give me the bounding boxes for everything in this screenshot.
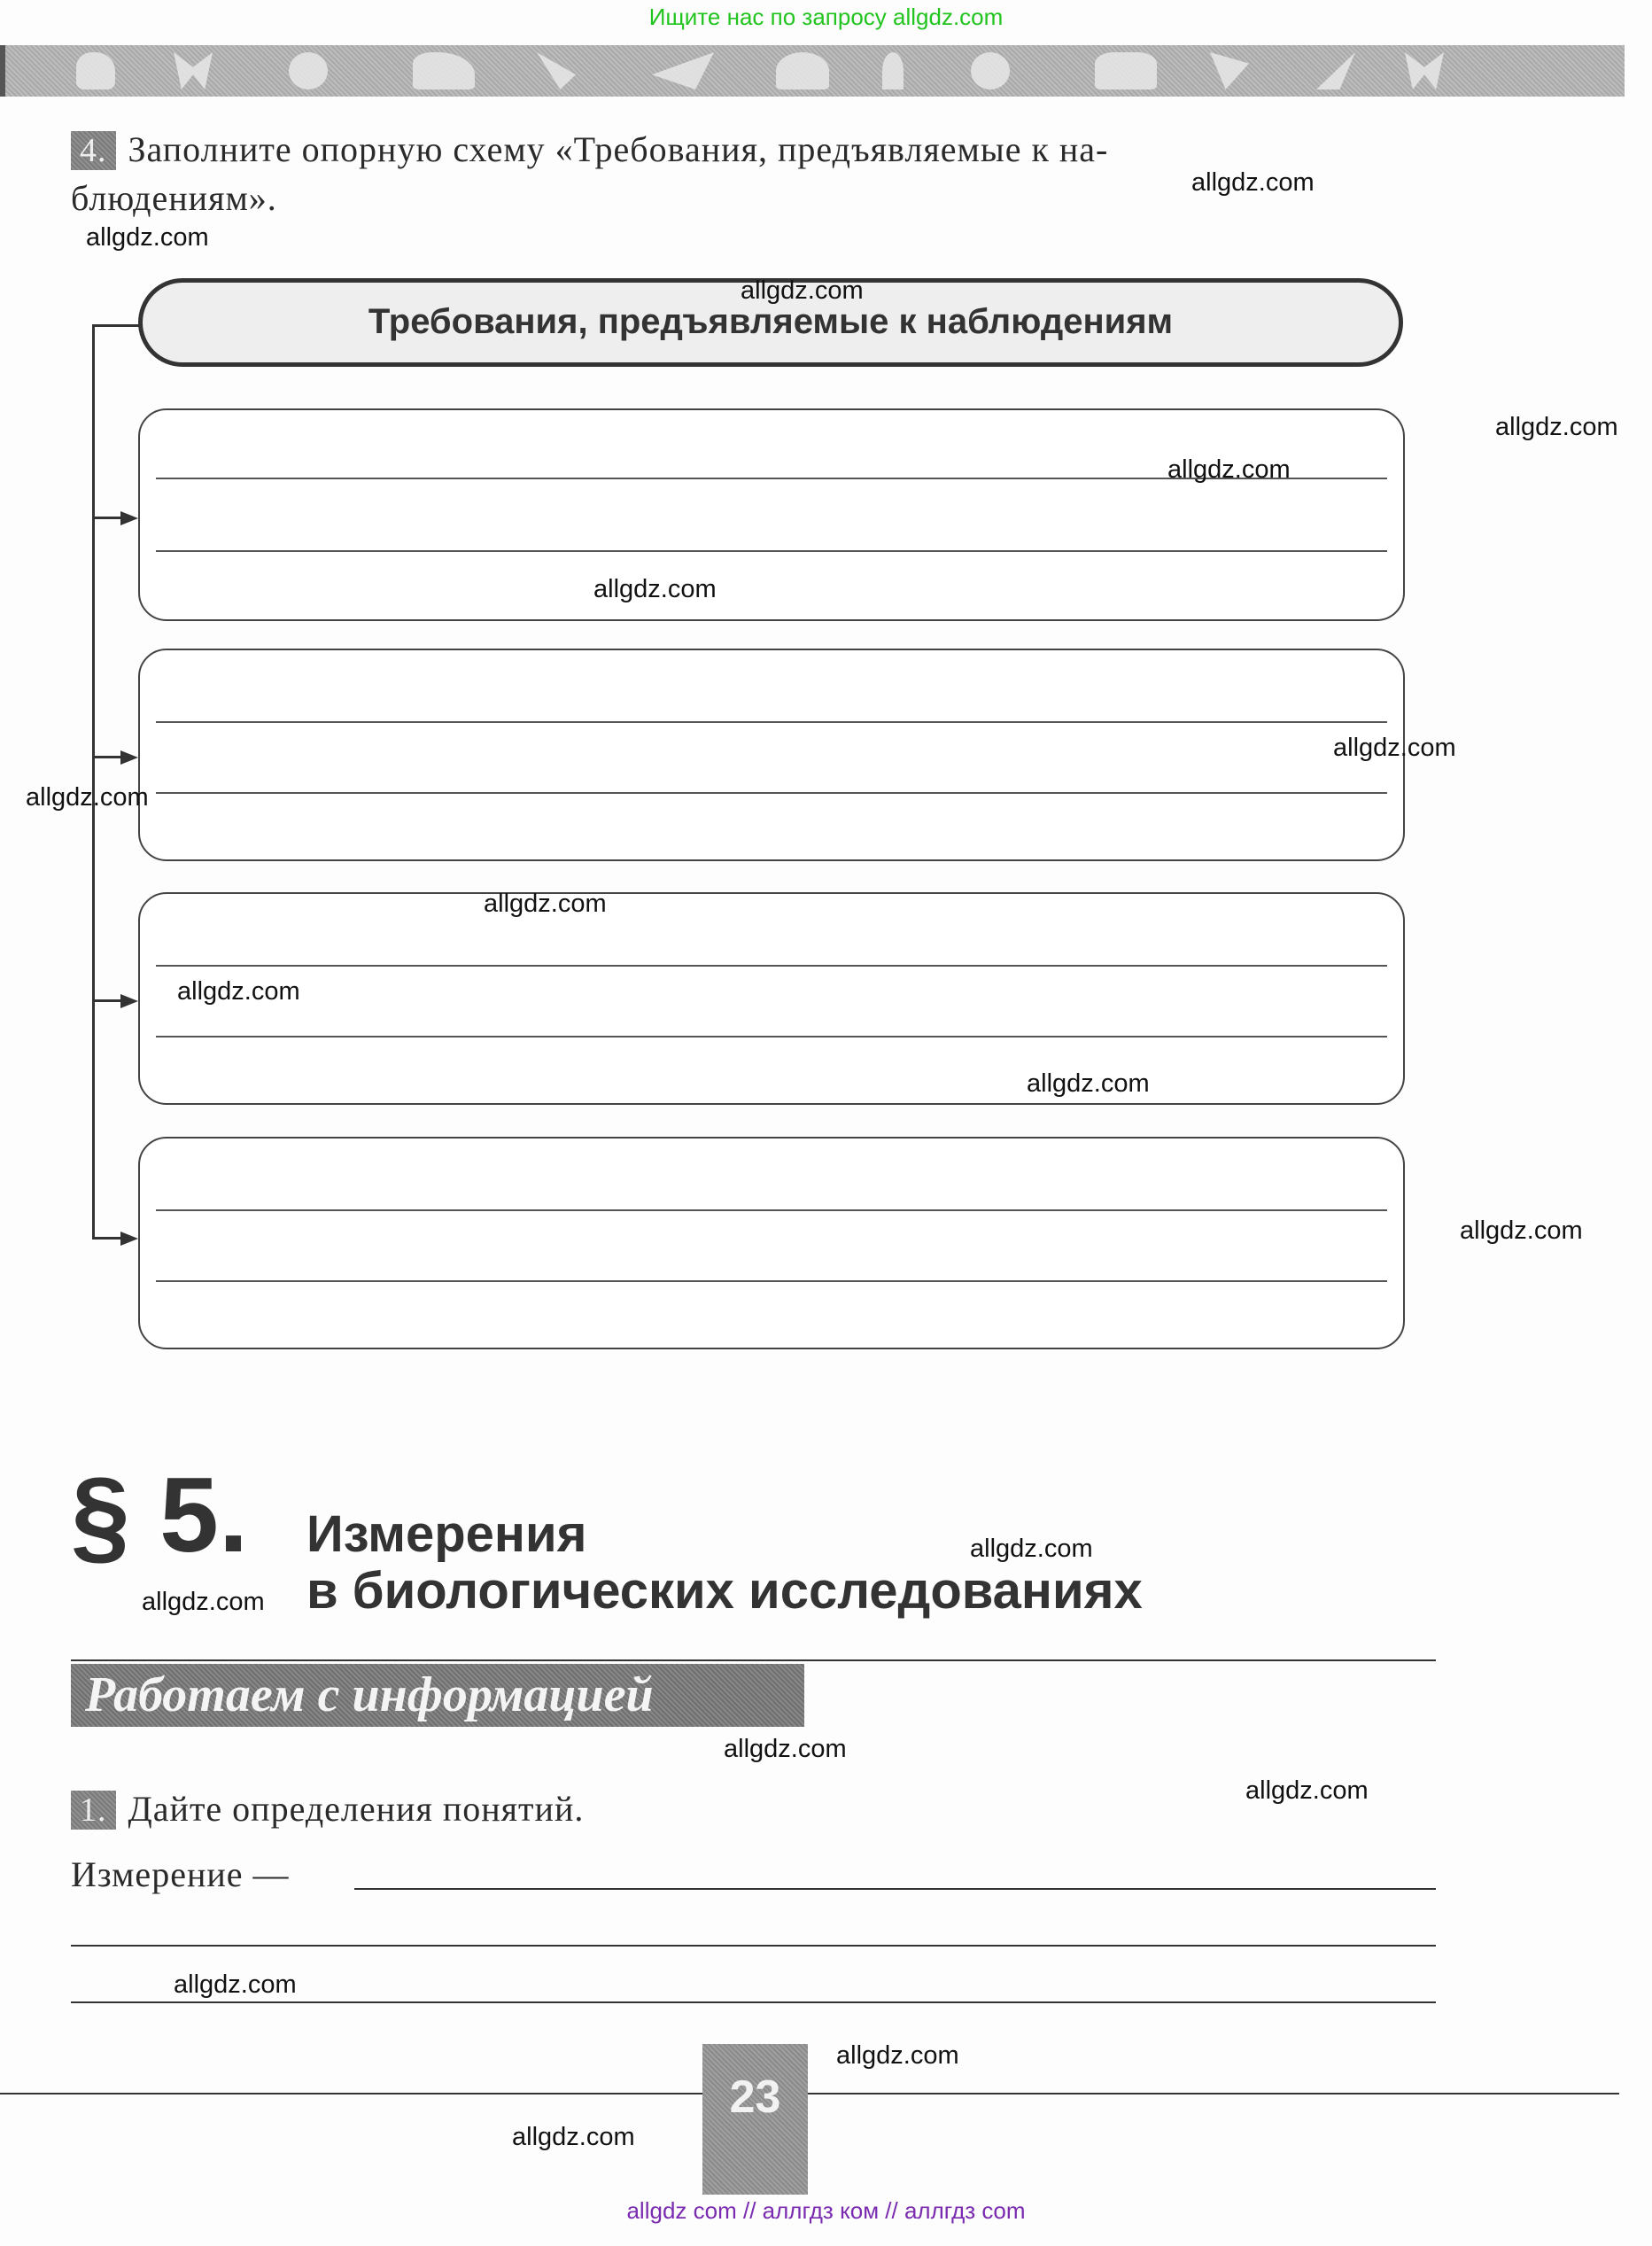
task-number-badge: 1. <box>71 1791 116 1830</box>
connector-branch <box>92 1237 122 1240</box>
watermark: allgdz.com <box>1245 1776 1369 1805</box>
task-4-heading <box>71 128 1108 170</box>
watermark: allgdz.com <box>512 2123 635 2151</box>
answer-line[interactable] <box>71 1945 1436 1947</box>
boar-icon <box>1095 52 1157 89</box>
page-number: 23 <box>702 2044 808 2195</box>
watermark: allgdz.com <box>1191 168 1315 197</box>
answer-box-1[interactable] <box>138 408 1405 621</box>
write-line[interactable] <box>156 792 1387 794</box>
watermark: allgdz.com <box>1333 734 1456 762</box>
scheme-title: Требования, предъявляемые к наблюдениям <box>368 302 1174 341</box>
butterfly-icon <box>1405 52 1444 89</box>
butterfly-icon <box>174 52 213 89</box>
watermark: allgdz.com <box>26 783 149 812</box>
seahorse-icon <box>882 52 904 89</box>
task-text: Дайте определения понятий. <box>128 1789 585 1829</box>
task-4-heading-cont: блюдениям». <box>71 178 277 218</box>
horse-icon <box>413 52 475 89</box>
watermark: allgdz.com <box>836 2041 959 2070</box>
bird-icon <box>537 52 576 89</box>
work-with-info-banner: Работаем с информацией <box>71 1664 804 1727</box>
footer-rule <box>0 2093 1619 2094</box>
write-line[interactable] <box>156 1280 1387 1282</box>
dolphin-icon <box>652 52 714 89</box>
connector-branch <box>92 999 122 1002</box>
arrow-right-icon <box>120 750 138 765</box>
bottom-watermark-banner[interactable]: allgdz com // аллгдз ком // аллгдз com <box>626 2197 1026 2224</box>
scheme-connector-line <box>92 325 95 1240</box>
section-number: § 5. <box>71 1456 249 1574</box>
watermark: allgdz.com <box>1027 1069 1150 1098</box>
divider <box>71 1659 1436 1661</box>
write-line[interactable] <box>156 1209 1387 1211</box>
task-text: Заполните опорную схему «Требования, предъявляемые к на- <box>128 129 1109 169</box>
term-label: Измерение — <box>71 1854 290 1894</box>
write-line[interactable] <box>156 721 1387 723</box>
top-search-banner[interactable]: Ищите нас по запросу allgdz.com <box>648 4 1004 30</box>
connector-branch <box>92 517 122 519</box>
bison-icon <box>76 52 115 89</box>
answer-box-4[interactable] <box>138 1137 1405 1349</box>
insect-icon <box>971 52 1010 89</box>
watermark: allgdz.com <box>174 1970 297 1999</box>
watermark: allgdz.com <box>1167 455 1291 484</box>
arrow-right-icon <box>120 511 138 525</box>
write-line[interactable] <box>156 1036 1387 1038</box>
answer-box-2[interactable] <box>138 649 1405 861</box>
watermark: allgdz.com <box>86 223 209 252</box>
watermark: allgdz.com <box>177 977 300 1006</box>
watermark: allgdz.com <box>741 276 864 305</box>
section-title-line1: Измерения <box>306 1505 587 1563</box>
answer-line[interactable] <box>71 2001 1436 2003</box>
write-line[interactable] <box>156 550 1387 552</box>
task-1-heading <box>71 1788 584 1830</box>
arrow-right-icon <box>120 1232 138 1246</box>
watermark: allgdz.com <box>593 575 717 603</box>
connector-branch <box>92 324 140 327</box>
kangaroo-icon <box>1316 52 1355 89</box>
watermark: allgdz.com <box>970 1535 1093 1563</box>
watermark: allgdz.com <box>1495 413 1618 441</box>
connector-branch <box>92 756 122 758</box>
task-number-badge: 4. <box>71 131 116 170</box>
write-line[interactable] <box>156 965 1387 967</box>
watermark: allgdz.com <box>484 890 607 918</box>
arrow-right-icon <box>120 994 138 1008</box>
answer-line[interactable] <box>354 1888 1436 1890</box>
section-title-line2: в биологических исследованиях <box>306 1562 1143 1620</box>
watermark: allgdz.com <box>724 1735 847 1763</box>
scorpion-icon <box>289 52 328 89</box>
frog-icon <box>1210 52 1249 89</box>
deer-icon <box>776 52 829 89</box>
watermark: allgdz.com <box>142 1588 265 1616</box>
animal-silhouette-banner <box>0 45 1625 97</box>
answer-box-3[interactable] <box>138 892 1405 1105</box>
watermark: allgdz.com <box>1460 1216 1583 1245</box>
